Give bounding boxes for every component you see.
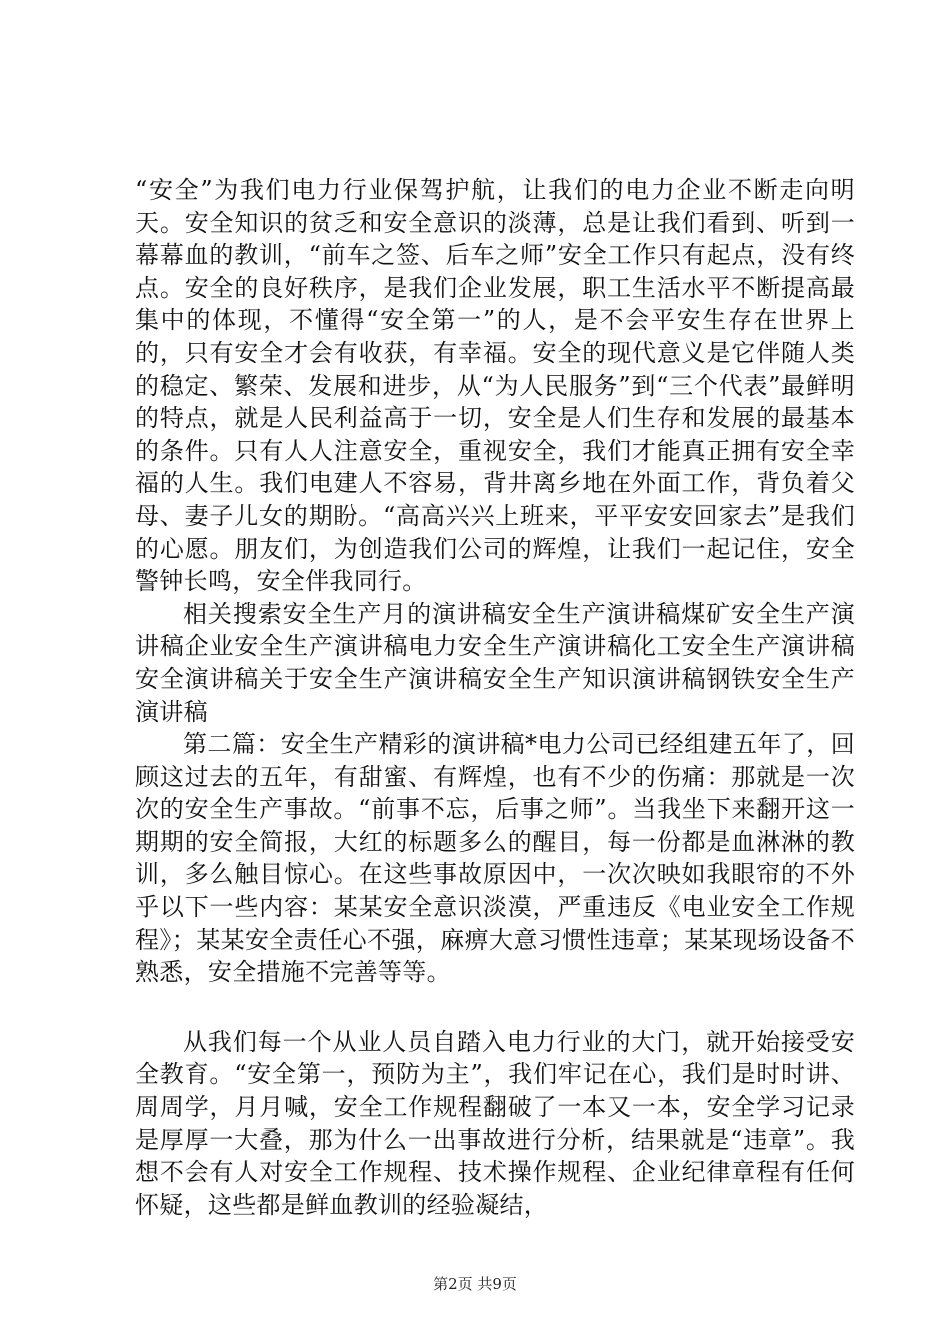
paragraph-safety-education: 从我们每一个从业人员自踏入电力行业的大门，就开始接受安全教育。“安全第一，预防为主”，我们牢记在心，我们是时时讲、周周学，月月喊，安全工作规程翻破了一本又一本，安全学习记录是厚厚一大叠，那为什么一出事故进行分析，结果就是“违章”。我想不会有人对安全工作规程、技术操作规程、企业纪律章程有任何怀疑，这些都是鲜血教训的经验凝结， <box>135 1027 855 1219</box>
paragraph-second-article: 第二篇：安全生产精彩的演讲稿*电力公司已经组建五年了，回顾这过去的五年，有甜蜜、有辉煌，也有不少的伤痛：那就是一次次的安全生产事故。“前事不忘，后事之师”。当我坐下来翻开这一期期的安全简报，大红的标题多么的醒目，每一份都是血淋淋的教训，多么触目惊心。在这些事故原因中，一次次映如我眼帘的不外乎以下一些内容：某某安全意识淡漠，严重违反《电业安全工作规程》；某某安全责任心不强，麻痹大意习惯性违章；某某现场设备不熟悉，安全措施不完善等等。 <box>135 730 855 987</box>
page-number-footer: 第2页 共9页 <box>433 1275 517 1293</box>
paragraph-related-searches: 相关搜索安全生产月的演讲稿安全生产演讲稿煤矿安全生产演讲稿企业安全生产演讲稿电力安全生产演讲稿化工安全生产演讲稿安全演讲稿关于安全生产演讲稿安全生产知识演讲稿钢铁安全生产演讲稿 <box>135 599 855 726</box>
paragraph-safety-escort: “安全”为我们电力行业保驾护航，让我们的电力企业不断走向明天。安全知识的贫乏和安全意识的淡薄，总是让我们看到、听到一幕幕血的教训，“前车之签、后车之师”安全工作只有起点，没有终点。安全的良好秩序，是我们企业发展，职工生活水平不断提高最集中的体现，不懂得“安全第一”的人，是不会平安生存在世界上的，只有安全才会有收获，有幸福。安全的现代意义是它伴随人类的稳定、繁荣、发展和进步，从“为人民服务”到“三个代表”最鲜明的特点，就是人民利益高于一切，安全是人们生存和发展的最基本的条件。只有人人注意安全，重视安全，我们才能真正拥有安全幸福的人生。我们电建人不容易，背井离乡地在外面工作，背负着父母、妻子儿女的期盼。“高高兴兴上班来，平平安安回家去”是我们的心愿。朋友们，为创造我们公司的辉煌，让我们一起记住，安全警钟长鸣，安全伴我同行。 <box>135 176 855 596</box>
document-body <box>135 174 855 1221</box>
